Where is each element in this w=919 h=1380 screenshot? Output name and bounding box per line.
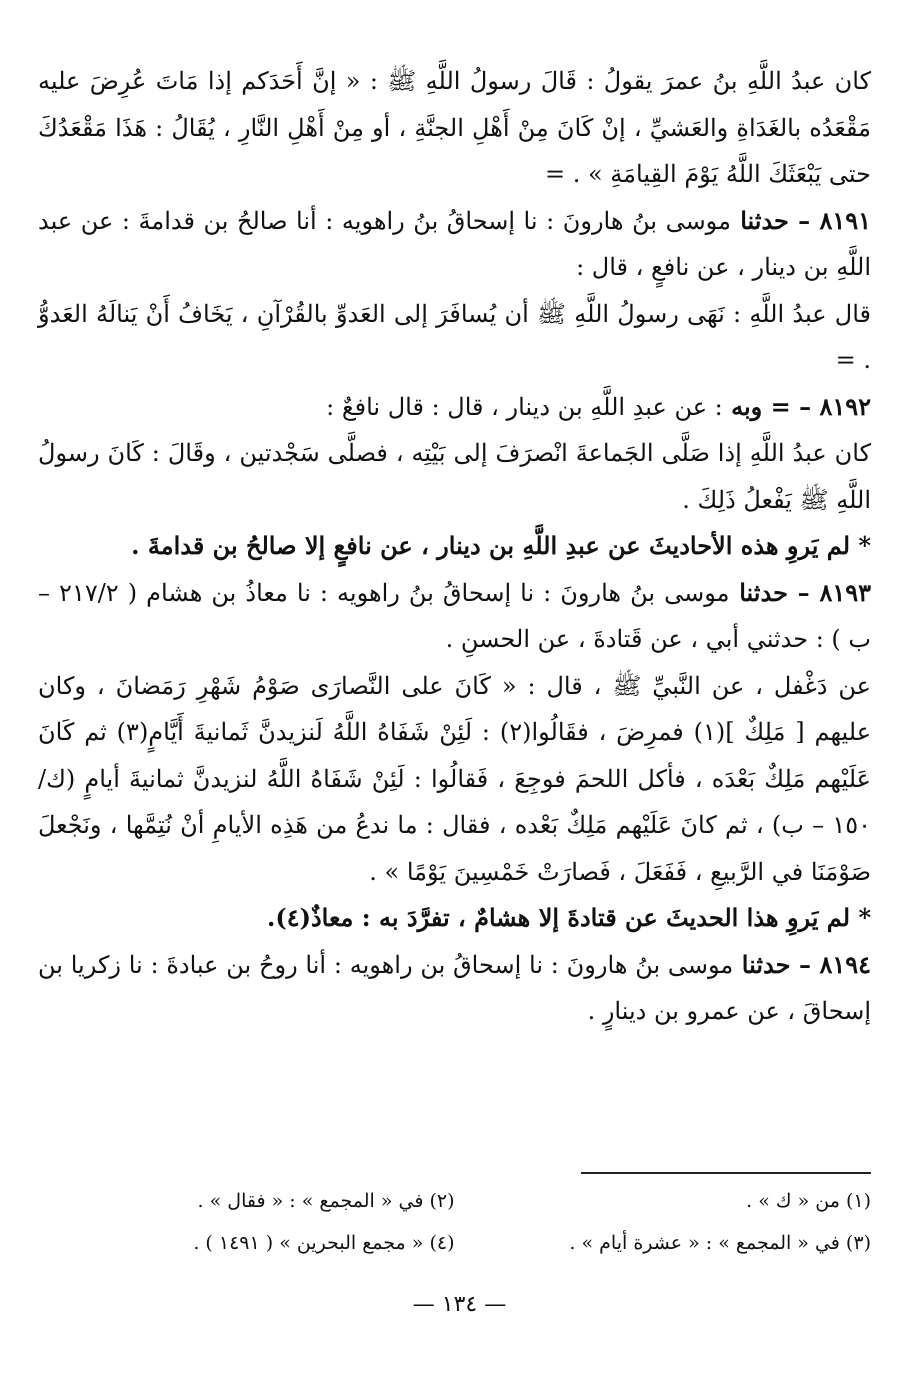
footnotes [38,1180,871,1264]
hadith-number: ٨١٩٢ [819,391,871,421]
hadith-chain: موسى بنُ هارونَ : نا إسحاقُ بنُ راهويه : نا معاذُ بن هشام ( ٢١٧/٢ – ب ) : حدثني أبي ، عن قَتادةَ ، عن الحسنِ . [38,578,871,653]
text-paragraph: قال عبدُ اللَّهِ : نَهَى رسولُ اللَّهِ ﷺ أن يُسافَرَ إلى العَدوِّ بالقُرْآنِ ، يَخَافُ أَنْ يَنالَهُ العَدوُّ . = [38,299,872,374]
hadith-label: – حدثنا [730,205,820,235]
footnote: (٢) في « المجمع » : « فقال » . [197,1190,455,1212]
hadith-label: – = وبه [722,391,820,421]
page-number: — ١٣٤ — [412,1292,507,1317]
footnote-row [38,1180,871,1222]
hadith-number: ٨١٩٣ [819,577,872,607]
footnote-row [38,1222,871,1264]
hadith-paragraph [38,570,871,663]
hadith-chain: موسى بنُ هارونَ : نا إسحاقُ بنُ راهويه : أنا صالحُ بن قدامةَ : عن عبد اللَّهِ بن دينار ، عن نافعٍ ، قال : [38,206,871,281]
footnote: (١) من « ك » . [746,1190,871,1212]
footnote: (٣) في « المجمع » : « عشرة أيام » . [569,1232,871,1254]
hadith-label: – حدثنا [729,577,820,607]
footnote: (٤) « مجمع البحرين » ( ١٤٩١ ) . [193,1232,455,1254]
hadith-number: ٨١٩١ [819,205,871,235]
hadith-chain: : عن عبدِ اللَّهِ بن دينار ، قال : قال نافعٌ : [326,392,723,421]
main-text [38,58,871,1035]
hadith-chain: موسى بنُ هارونَ : نا إسحاقُ بن راهويه : أنا روحُ بن عبادةَ : نا زكريا بن إسحاقَ ، عن عمرو بن دينارٍ . [38,950,871,1025]
hadith-paragraph [38,942,871,1035]
note-paragraph: * لم يَروِ هذه الأحاديثَ عن عبدِ اللَّهِ بن دينار ، عن نافعٍ إلا صالحُ بن قدامةَ . [131,531,871,560]
text-paragraph: كان عبدُ اللَّهِ إذا صَلَّى الجَماعةَ انْصرَفَ إلى بَيْتِه ، فصلَّى سَجْدتين ، وقَالَ : كَانَ رسولُ اللَّهِ ﷺ يَفْعلُ ذَلِكَ . [38,439,871,514]
hadith-paragraph [38,384,871,431]
hadith-number: ٨١٩٤ [819,949,871,979]
hadith-paragraph [38,198,871,291]
note-paragraph: * لم يَروِ هذا الحديثَ عن قتادةَ إلا هشامٌ ، تفرَّدَ به : معاذٌ(٤). [267,903,871,932]
hadith-label: – حدثنا [733,949,820,979]
footnote-divider [581,1172,871,1174]
text-paragraph: عن دَغْفل ، عن النَّبيِّ ﷺ ، قال : « كَانَ على النَّصارَى صَوْمُ شَهْرِ رَمَضانَ ، وكان عليهم [ مَلِكٌ ](١) فمرِضَ ، فقَالُوا(٢) : لَئِنْ شَفَاهُ اللَّهُ لَنزيدنَّ ثَمانيةَ أَيَّامٍ(٣) ثم كَانَ عَلَيْهم مَلِكٌ بَعْدَه ، فأكل اللحمَ فوجِعَ ، فَقالُوا : لَئِنْ شَفَاهُ اللَّهُ لنزيدنَّ ثمانيةَ أيامٍ (ك/١٥٠ – ب) ، ثم كانَ عَلَيْهم مَلِكٌ بَعْده ، فقال : ما ندعُ من هَذِه الأيامِ أنْ نُتِمَّها ، ونَجْعلَ صَوْمَنَا في الرَّبيعِ ، فَفَعَلَ ، فَصارَتْ خَمْسِينَ يَوْمًا » . [38,671,872,886]
text-paragraph: كان عبدُ اللَّهِ بنُ عمرَ يقولُ : قَالَ رسولُ اللَّهِ ﷺ : « إنَّ أَحَدَكم إذا مَاتَ عُرِضَ عليه مَقْعَدُه بالغَدَاةِ والعَشيِّ ، إنْ كَانَ مِنْ أَهْلِ الجنَّةِ ، أو مِنْ أَهْلِ النَّارِ ، يُقَالُ : هَذَا مَقْعَدُكَ حتى يَبْعَثَكَ اللَّهُ يَوْمَ القِيامَةِ » . = [38,67,871,188]
